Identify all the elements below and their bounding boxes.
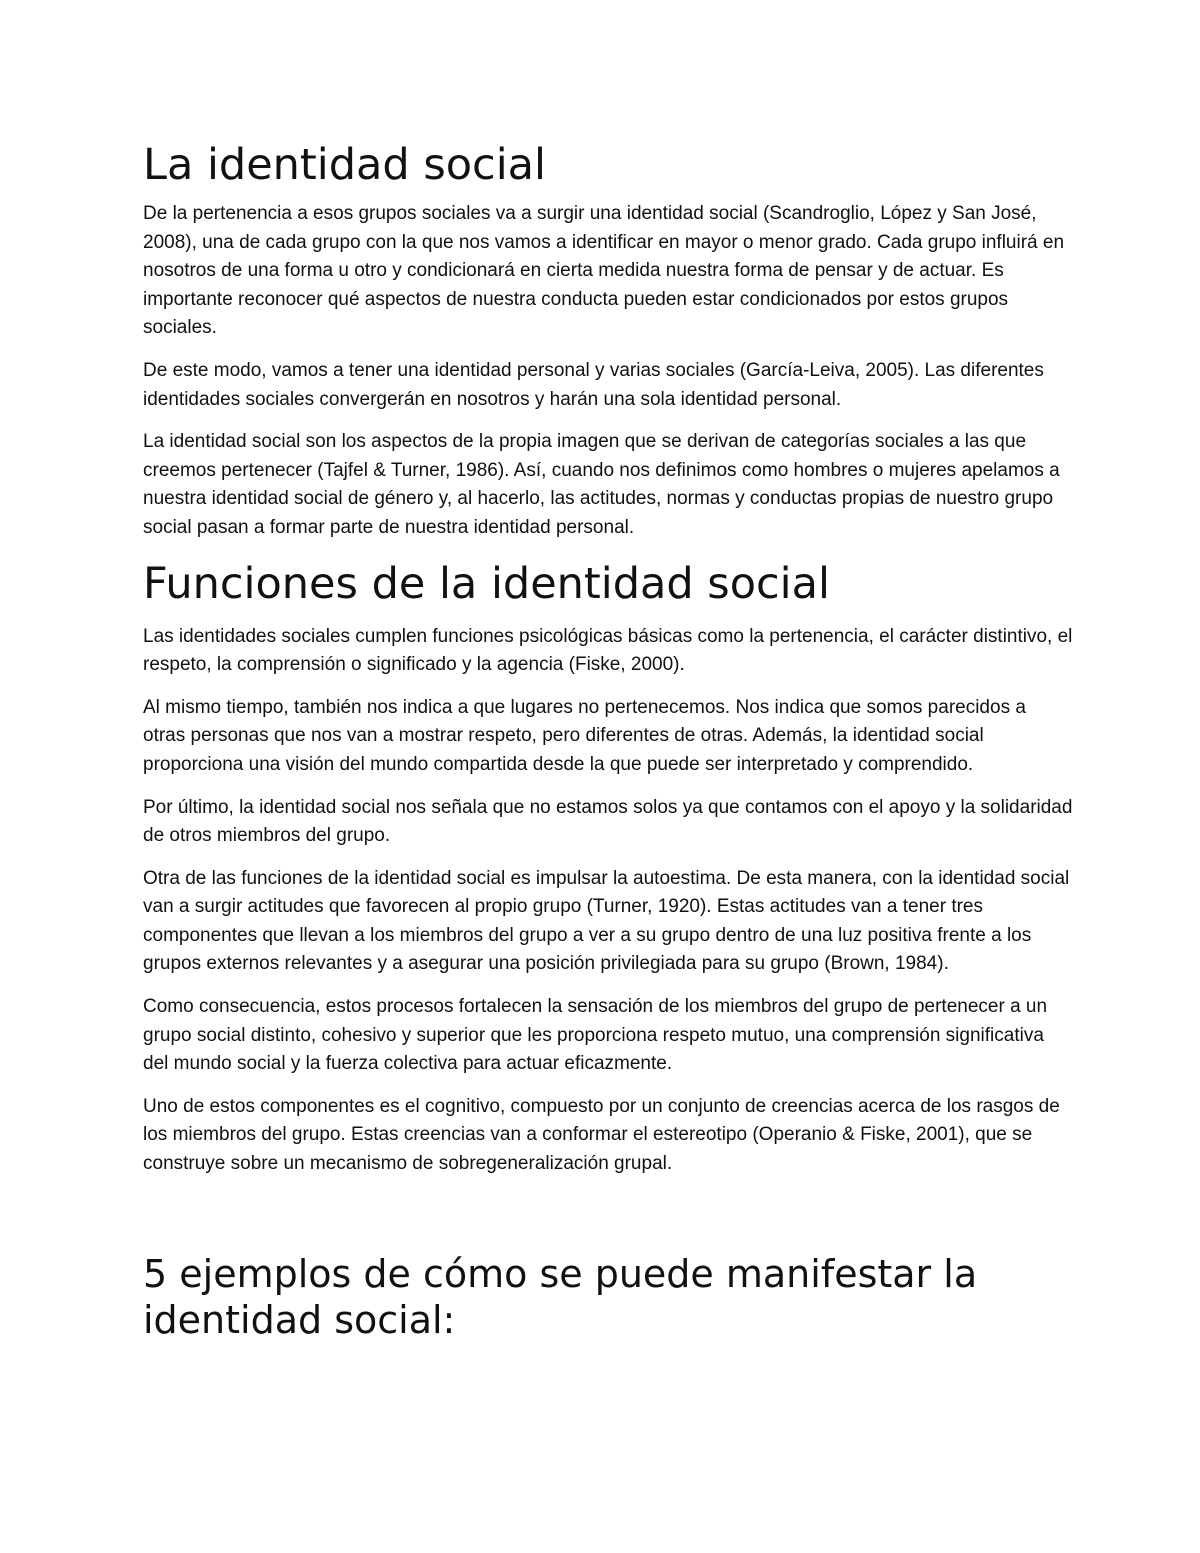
paragraph: Al mismo tiempo, también nos indica a que lugares no pertenecemos. Nos indica que somos parecidos a otras personas que nos van a mostrar respeto, pero diferentes de otras. Además, la identidad social proporciona una visión del mundo compartida desde la que puede ser interpretado y comprendido. (143, 696, 1026, 775)
paragraph: Las identidades sociales cumplen funciones psicológicas básicas como la pertenencia, el carácter distintivo, el respeto, la comprensión o significado y la agencia (Fiske, 2000). (143, 625, 1073, 676)
section-heading-ejemplos: 5 ejemplos de cómo se puede manifestar la identidad social: (143, 1251, 978, 1342)
document-body (143, 138, 1073, 1351)
paragraph: De este modo, vamos a tener una identidad personal y varias sociales (García-Leiva, 2005). Las diferentes identidades sociales convergerán en nosotros y harán una sola identidad personal. (143, 359, 1044, 410)
paragraph: Como consecuencia, estos procesos fortalecen la sensación de los miembros del grupo de pertenecer a un grupo social distinto, cohesivo y superior que les proporciona respeto mutuo, una comprensión significativa del mundo social y la fuerza colectiva para actuar eficazmente. (143, 996, 1048, 1075)
paragraph: Por último, la identidad social nos señala que no estamos solos ya que contamos con el apoyo y la solidaridad de otros miembros del grupo. (143, 796, 1073, 847)
paragraph: La identidad social son los aspectos de la propia imagen que se derivan de categorías sociales a las que creemos pertenecer (Tajfel & Turner, 1986). Así, cuando nos definimos como hombres o mujeres apelamos a nuestra identidad social de género y, al hacerlo, las actitudes, normas y conductas propias de nuestro grupo social pasan a formar parte de nuestra identidad personal. (143, 431, 1060, 538)
section-heading-identidad-social: La identidad social (143, 140, 546, 190)
section-heading-funciones: Funciones de la identidad social (143, 558, 830, 609)
paragraph: De la pertenencia a esos grupos sociales va a surgir una identidad social (Scandroglio, López y San José, 2008), una de cada grupo con la que nos vamos a identificar en mayor o menor grado. Cada grupo influirá en nosotros de una forma u otro y condicionará en cierta medida nuestra forma de pensar y de actuar. Es importante reconocer qué aspectos de nuestra conducta pueden estar condicionados por estos grupos sociales. (143, 203, 1065, 339)
paragraph: Otra de las funciones de la identidad social es impulsar la autoestima. De esta manera, con la identidad social van a surgir actitudes que favorecen al propio grupo (Turner, 1920). Estas actitudes van a tener tres componentes que llevan a los miembros del grupo a ver a su grupo dentro de una luz positiva frente a los grupos externos relevantes y a asegurar una posición privilegiada para su grupo (Brown, 1984). (143, 867, 1070, 975)
paragraph: Uno de estos componentes es el cognitivo, compuesto por un conjunto de creencias acerca de los rasgos de los miembros del grupo. Estas creencias van a conformar el estereotipo (Operanio & Fiske, 2001), que se construye sobre un mecanismo de sobregeneralización grupal. (143, 1095, 1060, 1175)
